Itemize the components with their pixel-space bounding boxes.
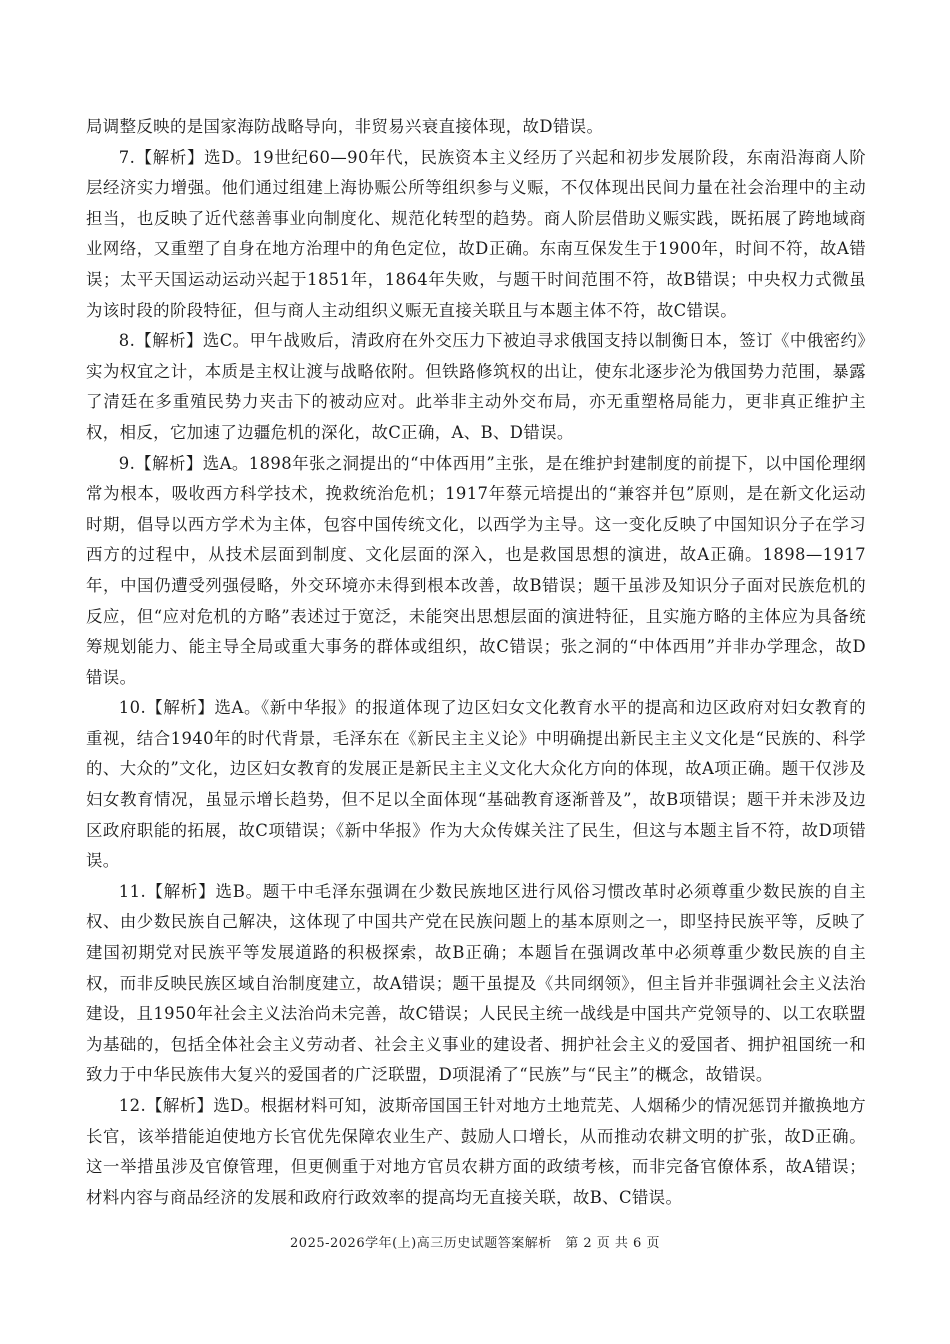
paragraph-answer-12: 12.【解析】选D。根据材料可知，波斯帝国国王针对地方土地荒芜、人烟稀少的情况惩罚并撤换地方长官，该举措能迫使地方长官优先保障农业生产、鼓励人口增长，从而推动农耕文明的扩张，故D正确。这一举措虽涉及官僚管理，但更侧重于对地方官员农耕方面的政绩考核，而非完备官僚体系，故A错误；材料内容与商品经济的发展和政府行政效率的提高均无直接关联，故B、C错误。 bbox=[86, 1096, 866, 1207]
document-body bbox=[86, 112, 866, 1213]
paragraph-answer-9: 9.【解析】选A。1898年张之洞提出的“中体西用”主张，是在维护封建制度的前提下，以中国伦理纲常为根本，吸收西方科学技术，挽救统治危机；1917年蔡元培提出的“兼容并包”原则，是在新文化运动时期，倡导以西方学术为主体，包容中国传统文化，以西学为主导。这一变化反映了中国知识分子在学习西方的过程中，从技术层面到制度、文化层面的深入，也是救国思想的演进，故A正确。1898—1917年，中国仍遭受列强侵略，外交环境亦未得到根本改善，故B错误；题干虽涉及知识分子面对民族危机的反应，但“应对危机的方略”表述过于宽泛，未能突出思想层面的演进特征，且实施方略的主体应为具备统筹规划能力、能主导全局或重大事务的群体或组织，故C错误；张之洞的“中体西用”并非办学理念，故D错误。 bbox=[86, 453, 866, 687]
paragraph-answer-11: 11.【解析】选B。题干中毛泽东强调在少数民族地区进行风俗习惯改革时必须尊重少数民族的自主权、由少数民族自己解决，这体现了中国共产党在民族问题上的基本原则之一，即坚持民族平等，反映了建国初期党对民族平等发展道路的积极探索，故B正确；本题旨在强调改革中必须尊重少数民族的自主权，而非反映民族区域自治制度建立，故A错误；题干虽提及《共同纲领》，但主旨并非强调社会主义法治建设，且1950年社会主义法治尚未完善，故C错误；人民民主统一战线是中国共产党领导的、以工农联盟为基础的，包括全体社会主义劳动者、社会主义事业的建设者、拥护社会主义的爱国者、拥护祖国统一和致力于中华民族伟大复兴的爱国者的广泛联盟，D项混淆了“民族”与“民主”的概念，故错误。 bbox=[86, 881, 866, 1085]
paragraph-answer-7: 7.【解析】选D。19世纪60—90年代，民族资本主义经历了兴起和初步发展阶段，东南沿海商人阶层经济实力增强。他们通过组建上海协赈公所等组织参与义赈，不仅体现出民间力量在社会治理中的主动担当，也反映了近代慈善事业向制度化、规范化转型的趋势。商人阶层借助义赈实践，既拓展了跨地域商业网络，又重塑了自身在地方治理中的角色定位，故D正确。东南互保发生于1900年，时间不符，故A错误；太平天国运动运动兴起于1851年，1864年失败，与题干时间范围不符，故B错误；中央权力式微虽为该时段的阶段特征，但与商人主动组织义赈无直接关联且与本题主体不符，故C错误。 bbox=[86, 147, 866, 320]
page-footer: 2025-2026学年(上)高三历史试题答案解析 第 2 页 共 6 页 bbox=[290, 1236, 660, 1251]
paragraph-answer-10: 10.【解析】选A。《新中华报》的报道体现了边区妇女文化教育水平的提高和边区政府对妇女教育的重视，结合1940年的时代背景，毛泽东在《新民主主义论》中明确提出新民主主义文化是“民族的、科学的、大众的”文化，边区妇女教育的发展正是新民主主义文化大众化方向的体现，故A项正确。题干仅涉及妇女教育情况，虽显示增长趋势，但不足以全面体现“基础教育逐渐普及”，故B项错误；题干并未涉及边区政府职能的拓展，故C项错误；《新中华报》作为大众传媒关注了民生，但这与本题主旨不符，故D项错误。 bbox=[86, 698, 866, 871]
paragraph-continuation: 局调整反映的是国家海防战略导向，非贸易兴衰直接体现，故D错误。 bbox=[86, 117, 604, 136]
paragraph-answer-8: 8.【解析】选C。甲午战败后，清政府在外交压力下被迫寻求俄国支持以制衡日本，签订《中俄密约》实为权宜之计，本质是主权让渡与战略依附。但铁路修筑权的出让，使东北逐步沦为俄国势力范围，暴露了清廷在多重殖民势力夹击下的被动应对。此举非主动外交布局，亦无重塑格局能力，更非真正维护主权，相反，它加速了边疆危机的深化，故C正确，A、B、D错误。 bbox=[86, 331, 866, 442]
